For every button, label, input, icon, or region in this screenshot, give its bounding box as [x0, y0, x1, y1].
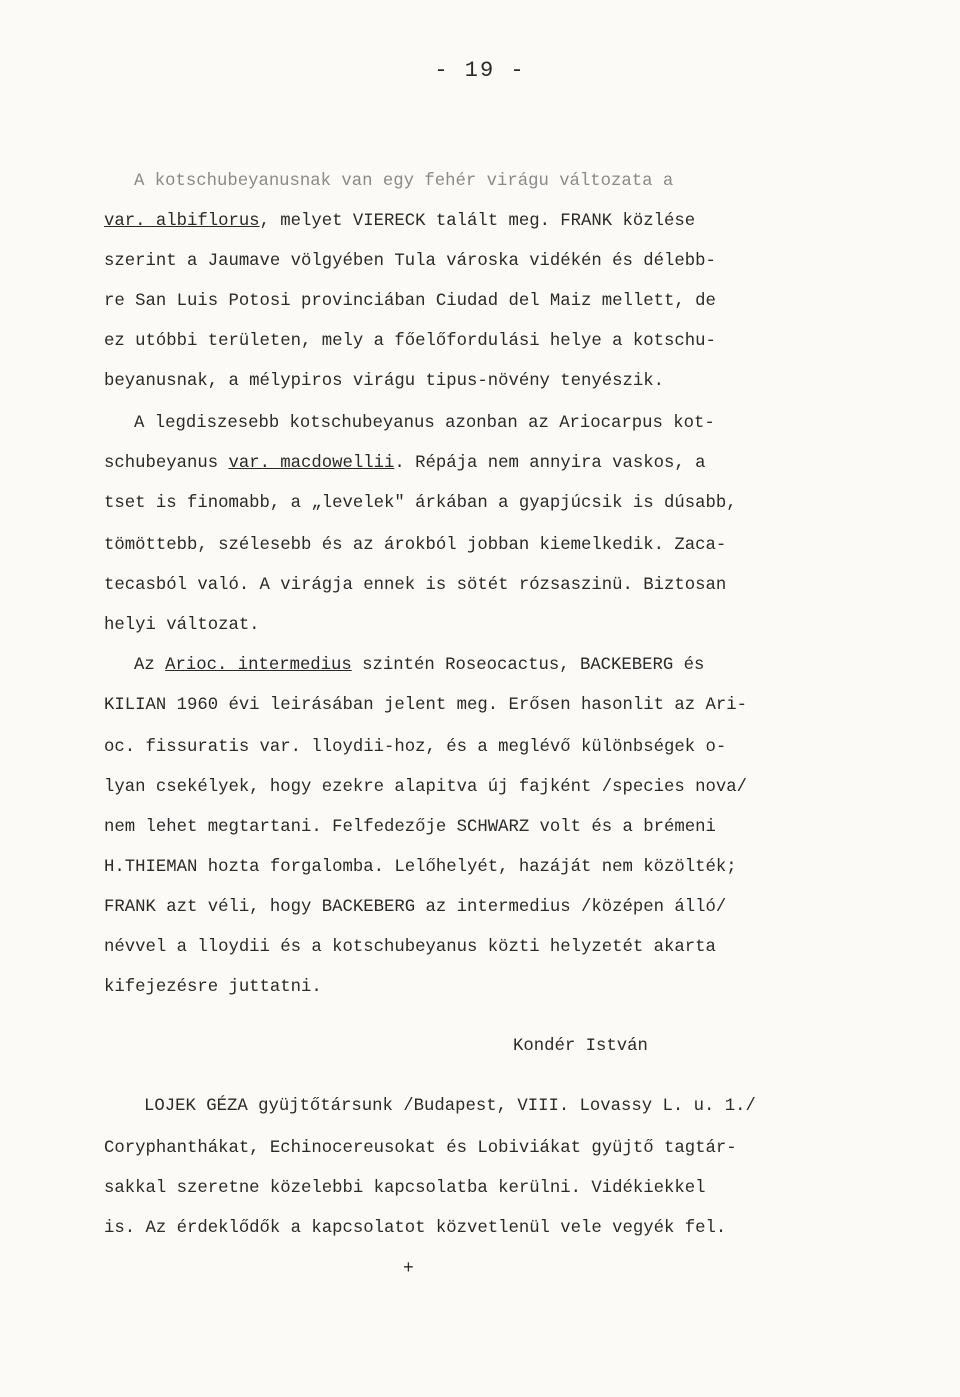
article-line: beyanusnak, a mélypiros virágu tipus-növény tenyészik. — [104, 372, 665, 391]
article-line: tecasból való. A virágja ennek is sötét rózsaszinü. Biztosan — [104, 576, 727, 595]
article-line: var. albiflorus, melyet VIERECK talált meg. FRANK közlése — [104, 212, 696, 231]
article-line: kifejezésre juttatni. — [104, 978, 322, 997]
article-line: FRANK azt véli, hogy BACKEBERG az intermedius /középen álló/ — [104, 898, 727, 917]
taxon-name: var. albiflorus — [104, 212, 260, 231]
notice-line: Coryphanthákat, Echinocereusokat és Lobiviákat gyüjtő tagtár- — [104, 1139, 737, 1158]
page-number: - 19 - — [434, 58, 526, 83]
author-signature: Kondér István — [513, 1037, 648, 1056]
notice-line: LOJEK GÉZA gyüjtőtársunk /Budapest, VIII. Lovassy L. u. 1./ — [144, 1097, 756, 1116]
article-line: tset is finomabb, a „levelek" árkában a gyapjúcsik is dúsabb, — [104, 494, 737, 513]
article-line: ez utóbbi területen, mely a főelőfordulási helye a kotschu- — [104, 332, 716, 351]
article-line: lyan csekélyek, hogy ezekre alapitva új fajként /species nova/ — [104, 778, 747, 797]
taxon-name: var. macdowellii — [228, 454, 395, 473]
end-mark: + — [403, 1259, 414, 1279]
article-line: helyi változat. — [104, 616, 260, 635]
taxon-name: Arioc. intermedius — [165, 656, 352, 675]
article-line: oc. fissuratis var. lloydii-hoz, és a meglévő különbségek o- — [104, 738, 727, 757]
article-line: szerint a Jaumave völgyében Tula városka vidékén és délebb- — [104, 252, 716, 271]
article-line: schubeyanus var. macdowellii. Répája nem annyira vaskos, a — [104, 454, 706, 473]
article-line: nem lehet megtartani. Felfedezője SCHWARZ volt és a brémeni — [104, 818, 716, 837]
article-line: re San Luis Potosi provinciában Ciudad del Maiz mellett, de — [104, 292, 716, 311]
article-line: A legdiszesebb kotschubeyanus azonban az Ariocarpus kot- — [134, 414, 715, 433]
article-line: KILIAN 1960 évi leirásában jelent meg. Erősen hasonlit az Ari- — [104, 696, 747, 715]
notice-line: is. Az érdeklődők a kapcsolatot közvetlenül vele vegyék fel. — [104, 1219, 727, 1238]
article-line: A kotschubeyanusnak van egy fehér virágu változata a — [134, 172, 674, 191]
article-line: Az Arioc. intermedius szintén Roseocactus, BACKEBERG és — [134, 656, 705, 675]
article-line: tömöttebb, szélesebb és az árokból jobban kiemelkedik. Zaca- — [104, 536, 727, 555]
article-line: névvel a lloydii és a kotschubeyanus közti helyzetét akarta — [104, 938, 716, 957]
article-line: H.THIEMAN hozta forgalomba. Lelőhelyét, hazáját nem közölték; — [104, 858, 737, 877]
notice-line: sakkal szeretne közelebbi kapcsolatba kerülni. Vidékiekkel — [104, 1179, 706, 1198]
